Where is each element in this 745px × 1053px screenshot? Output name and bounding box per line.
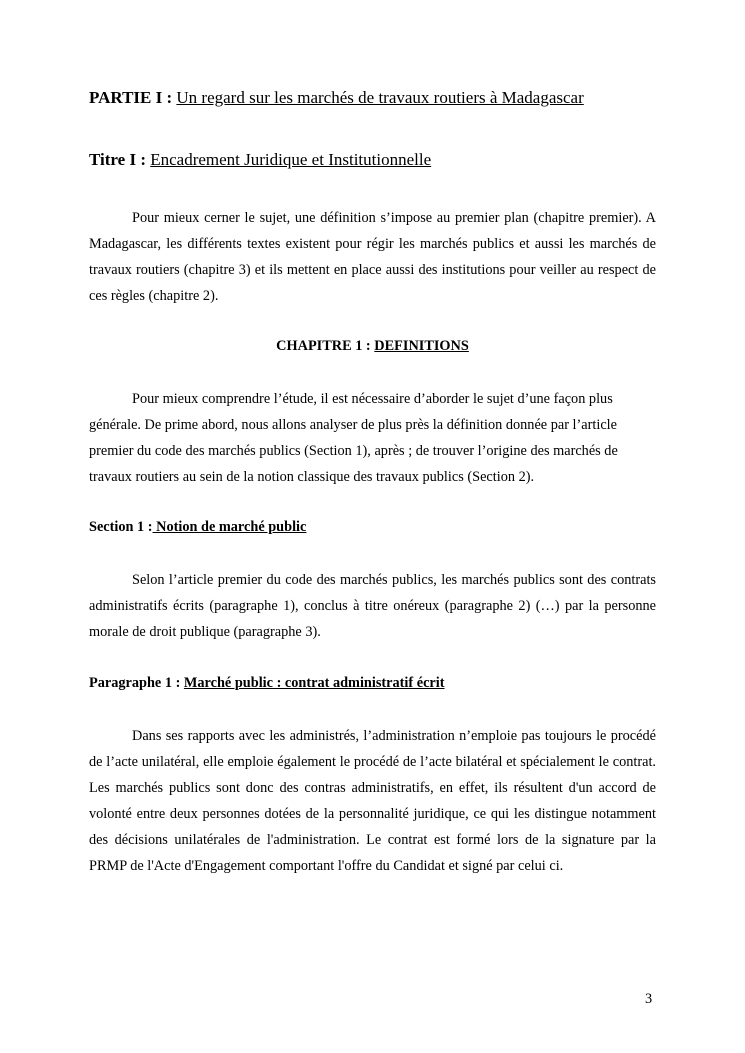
titre-heading-prefix: Titre I : [89,150,151,169]
paragraph-heading-title: Marché public : contrat administratif écrit [183,675,445,691]
section-heading [89,519,306,536]
section-paragraph: Selon l’article premier du code des marchés publics, les marchés publics sont des contrats administratifs écrits (paragraphe 1), conclus à titre onéreux (paragraphe 2) (…) par la personne morale de droit publique (paragraphe 3). [89,572,656,640]
page-number: 3 [645,991,653,1007]
titre-heading [89,150,431,170]
titre-heading-title: Encadrement Juridique et Institutionnelle [150,150,432,169]
chapter-paragraph: Pour mieux comprendre l’étude, il est nécessaire d’aborder le sujet d’une façon plus générale. De prime abord, nous allons analyser de plus près la définition donnée par l’article premier du code des marchés publics (Section 1), après ; de trouver l’origine des marchés de travaux routiers au sein de la notion classique des travaux publics (Section 2). [89,391,618,485]
paragraph-heading [89,675,445,692]
section-heading-prefix: Section 1 : [89,519,153,535]
paragraph-body: Dans ses rapports avec les administrés, l’administration n’emploie pas toujours le procédé de l’acte unilatéral, elle emploie également le procédé de l’acte bilatéral et spécialement le contrat. Les marchés publics sont donc des contras administratifs, en effet, ils résultent d'un accord de volonté entre deux personnes dotées de la personnalité juridique, ce qui les distingue notamment des décisions unilatérales de l'administration. Le contrat est formé lors de la signature par la PRMP de l'Acte d'Engagement comportant l'offre du Candidat et signé par celui ci. [89,728,656,874]
part-heading-prefix: PARTIE I : [89,88,177,107]
intro-paragraph: Pour mieux cerner le sujet, une définition s’impose au premier plan (chapitre premier). A Madagascar, les différents textes existent pour régir les marchés publics et aussi les marchés de travaux routiers (chapitre 3) et ils mettent en place aussi des institutions pour veiller au respect de ces règles (chapitre 2). [89,210,656,304]
chapter-heading-prefix: CHAPITRE 1 : [276,338,375,354]
part-heading-title: Un regard sur les marchés de travaux routiers à Madagascar [176,88,584,107]
chapter-heading [89,338,656,355]
part-heading [89,88,584,108]
section-heading-title: Notion de marché public [152,519,307,535]
paragraph-heading-prefix: Paragraphe 1 : [89,675,184,691]
chapter-heading-title: DEFINITIONS [374,338,469,354]
